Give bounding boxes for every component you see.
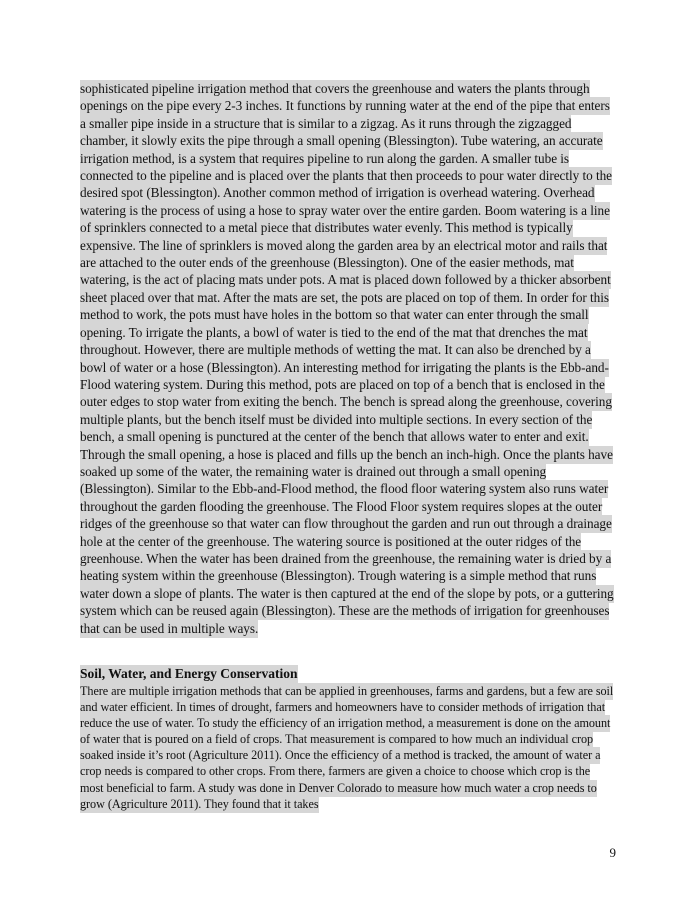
page-number: 9 [609,845,616,860]
body-paragraph-irrigation-methods [80,80,615,637]
body-paragraph-conservation [80,683,615,812]
highlighted-text: There are multiple irrigation methods that can be applied in greenhouses, farms and gardens, but a few are soil and water efficient. In times of drought, farmers and homeowners have to consider methods of irrigation that reduce the use of water. To study the efficiency of an irrigation method, a measurement is done on the amount of water that is poured on a field of crops. That measurement is compared to how much an individual crop soaked inside it’s root (Agriculture 2011). Once the efficiency of a method is tracked, the amount of water a crop needs is compared to other crops. From there, farmers are given a choice to choose which crop is the most beneficial to farm. A study was done in Denver Colorado to measure how much water a crop needs to grow (Agriculture 2011). They found that it takes [80,684,614,811]
section-heading [80,665,298,683]
section-heading-text: Soil, Water, and Energy Conservation [80,666,298,681]
highlighted-text: sophisticated pipeline irrigation method that covers the greenhouse and waters the plants through openings on the pipe every 2-3 inches. It functions by running water at the end of the pipe that enters a smaller pipe inside in a structure that is similar to a zigzag. As it runs through the zigzagged chamber, it slowly exits the pipe through a small opening (Blessington). Tube watering, an accurate irrigation method, is a system that requires pipeline to run along the garden. A smaller tube is connected to the pipeline and is placed over the plants that then proceeds to pour water directly to the desired spot (Blessington). Another common method of irrigation is overhead watering. Overhead watering is the process of using a hose to spray water over the entire garden. Boom watering is a line of sprinklers connected to a metal piece that distributes water evenly. This method is typically expensive. The line of sprinklers is moved along the garden area by an electrical motor and rails that are attached to the outer ends of the greenhouse (Blessington). One of the easier methods, mat watering, is the act of placing mats under pots. A mat is placed down followed by a thicker absorbent sheet placed over that mat. After the mats are set, the pots are placed on top of them. In order for this method to work, the pots must have holes in the bottom so that water can enter through the small opening. To irrigate the plants, a bowl of water is tied to the end of the mat that drenches the mat throughout. However, there are multiple methods of wetting the mat. It can also be drenched by a bowl of water or a hose (Blessington). An interesting method for irrigating the plants is the Ebb-and-Flood watering system. During this method, pots are placed on top of a bench that is enclosed in the outer edges to stop water from exiting the bench. The bench is spread along the greenhouse, covering multiple plants, but the bench itself must be divided into multiple sections. In every section of the bench, a small opening is punctured at the center of the bench that allows water to enter and exit. Through the small opening, a hose is placed and fills up the bench an inch-high. Once the plants have soaked up some of the water, the remaining water is drained out through a small opening (Blessington). Similar to the Ebb-and-Flood method, the flood floor watering system also runs water throughout the garden flooding the greenhouse. The Flood Floor system requires slopes at the outer ridges of the greenhouse so that water can flow throughout the garden and run out through a drainage hole at the center of the greenhouse. The watering source is positioned at the outer ridges of the greenhouse. When the water has been drained from the greenhouse, the remaining water is dried by a heating system within the greenhouse (Blessington). Trough watering is a simple method that runs water down a slope of plants. The water is then captured at the end of the slope by pots, or a guttering system which can be reused again (Blessington). These are the methods of irrigation for greenhouses that can be used in multiple ways. [80,81,614,636]
